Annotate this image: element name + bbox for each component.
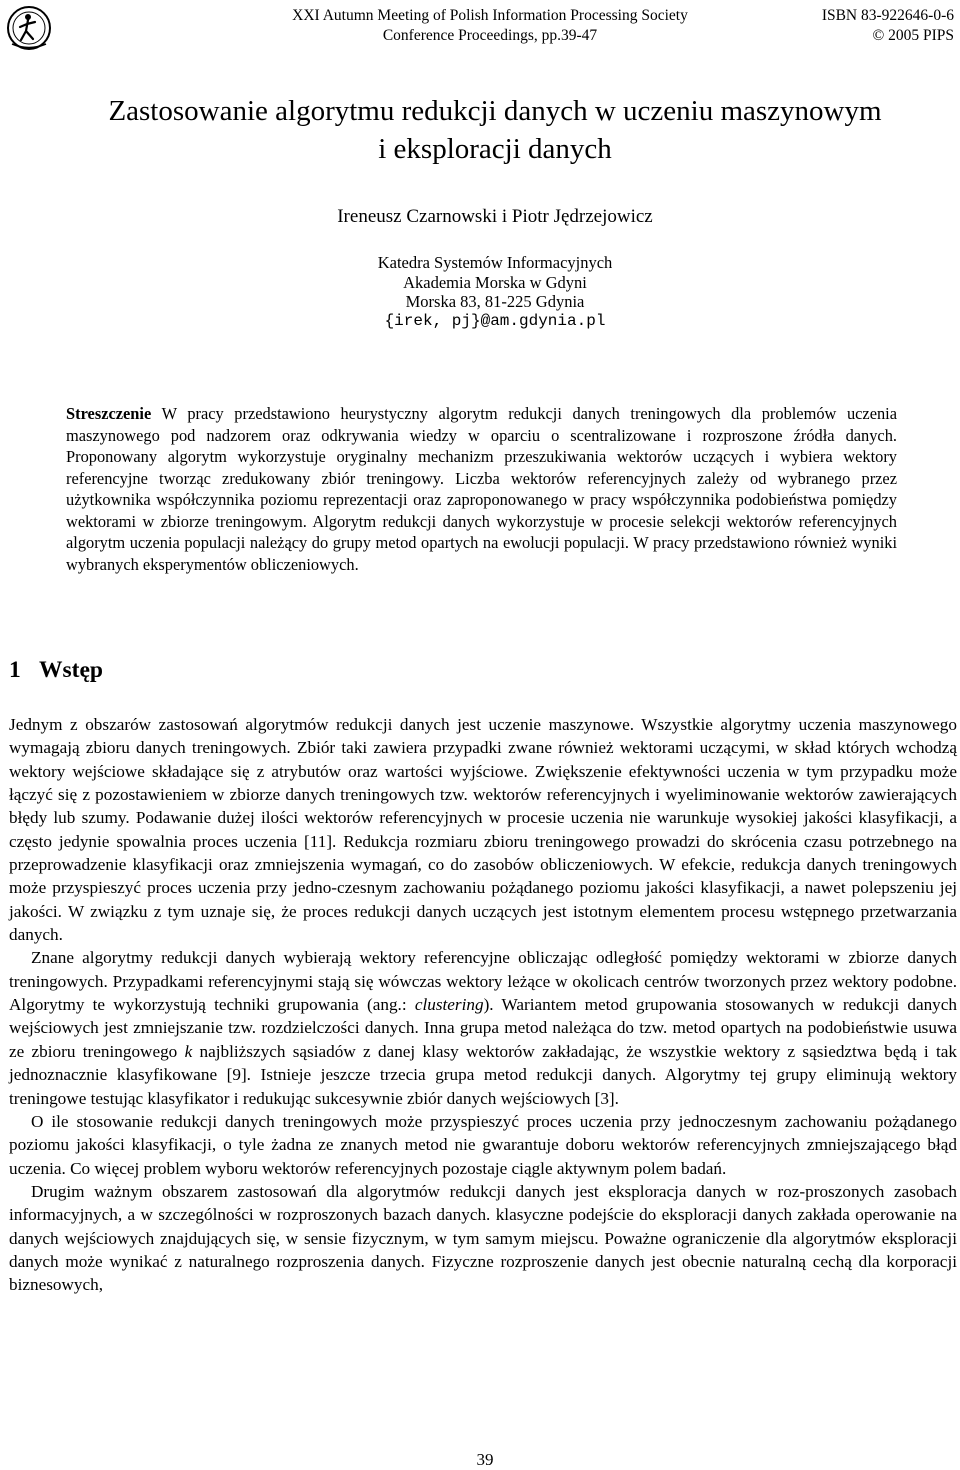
paragraph-3: O ile stosowanie redukcji danych treningowych może przyspieszyć proces uczenia przy jednoczesnym zachowaniu pożądanego poziomu jakości klasyfikacji, o tyle żadna ze znanych metod nie gwarantuje doboru wektorów referencyjnych zmniejszającego błąd uczenia. Co więcej problem wyboru wektorów referencyjnych pozostaje ciągle aktywnym polem badań. — [9, 1111, 957, 1178]
term-k: k — [184, 1041, 193, 1061]
page-number: 39 — [476, 1450, 494, 1469]
running-header — [270, 6, 710, 46]
isbn: ISBN 83-922646-0-6 — [821, 7, 954, 24]
paragraph-1: Jednym z obszarów zastosowań algorytmów redukcji danych jest uczenie maszynowe. Wszystkie algorytmy uczenia maszynowego wymagają zbioru danych treningowych. Zbiór taki zawiera przypadki zwane również wektorami uczącymi, w skład których wchodzą wektory wejściowe składające się z atrybutów oraz wartości wyjściowe. Zwiększenie efektywności uczenia w tym przypadku może łączyć się z pozostawieniem w zbiorze danych treningowych tzw. wektorów referencyjnych i wyeliminowanie wektorów zawierających błędy lub szumy. Podawanie dużej ilości wektorów referencyjnych w procesie uczenia nie warunkuje wysokiej jakości klasyfikacji, a często jedynie spowalnia proces uczenia [11]. Redukcja rozmiaru zbioru treningowego prowadzi do skrócenia czasu potrzebnego na przeprowadzenie klasyfikacji oraz zmniejszenia wymagań, co do zasobów obliczeniowych. W efekcie, redukcja danych treningowych może przyspieszyć proces uczenia przy jedno-czesnym zachowaniu pożądanego poziomu jakości klasyfikacji, a nawet polepszeniu jej jakości. W związku z tym uznaje się, że proces redukcji danych uczących jest istotnym elementem procesu wstępnego przetwarzania danych. — [9, 715, 957, 945]
abstract — [66, 403, 897, 575]
paper-title-line-1: Zastosowanie algorytmu redukcji danych w uczeniu maszynowym — [108, 95, 882, 127]
paragraph-2-part-a: Znane algorytmy redukcji danych wybierają wektory referencyjne obliczając odległość pomiędzy wektorami w zbiorze danych treningowych. Przypadkami referencyjnymi stają się wówczas wektory leżące w okolicach centrów tworzonych przez wektory podobne. Algorytmy te wykorzystują techniki grupowania (ang.: — [9, 948, 957, 1015]
abstract-label: Streszczenie — [66, 404, 152, 423]
section-number: 1 — [9, 657, 21, 683]
conference-title: XXI Autumn Meeting of Polish Information Processing Society — [292, 7, 688, 24]
paragraph-2 — [9, 946, 957, 1109]
affiliation — [0, 253, 960, 331]
affiliation-department: Katedra Systemów Informacyjnych — [377, 253, 613, 272]
term-clustering: clustering — [414, 995, 484, 1015]
abstract-text: W pracy przedstawiono heurystyczny algorytm redukcji danych treningowych dla problemów uczenia maszynowego pod nadzorem oraz odkrywania wiedzy w oparciu o scentralizowane i rozproszone źródła danych. Proponowany algorytm wykorzystuje oryginalny mechanizm przeszukiwania wektorów uczących i wybiera wektory referencyjne tworząc zredukowany zbiór treningowy. Liczba wektorów referencyjnych zależy od wybranego przez użytkownika współczynnika poziomu reprezentacji oraz zaproponowanego w pracy współczynnika podobieństwa pomiędzy wektorami w zbiorze treningowym. Algorytm redukcji danych wykorzystuje w procesie selekcji wektorów referencyjnych algorytm uczenia populacji należący do grupy metod opartych na ewolucji populacji. W pracy przedstawiono również wyniki wybranych eksperymentów obliczeniowych. — [66, 404, 897, 574]
author-email: {irek, pj}@am.gdynia.pl — [384, 311, 606, 330]
pips-logo-icon — [4, 4, 54, 52]
paper-title-line-2: i eksploracji danych — [378, 133, 612, 165]
paper-title — [20, 92, 960, 168]
section-heading — [9, 655, 103, 685]
paragraph-4: Drugim ważnym obszarem zastosowań dla algorytmów redukcji danych jest eksploracja danych w roz-proszonych zasobach informacyjnych, a w szczególności w rozproszonych bazach danych. klasyczne podejście do eksploracji danych zakłada operowanie na danych wejściowych znajdujących się, w sensie fizycznym, w tym samym miejscu. Poważne ograniczenie dla algorytmów eksploracji danych może wynikać z naturalnego rozproszenia danych. Fizyczne rozproszenie danych jest obecnie naturalną cechą dla korporacji biznesowych, — [9, 1181, 957, 1295]
paragraph-2-part-b: ). Wariantem metod grupowania stosowanych w redukcji danych wejściowych jest zmniejszanie tzw. rozdzielczości danych. Inna grupa metod należąca do tzw. metod opartych na podobieństwie usuwa ze zbioru treningowego — [9, 995, 957, 1061]
copyright: © 2005 PIPS — [872, 27, 954, 44]
affiliation-institution: Akademia Morska w Gdyni — [403, 272, 587, 292]
publication-info — [754, 6, 954, 46]
conference-proceedings: Conference Proceedings, pp.39-47 — [382, 27, 598, 44]
section-title: Wstęp — [39, 657, 103, 683]
paragraph-2-part-c: najbliższych sąsiadów z danej klasy wektorów zakładając, że wszystkie wektory z sąsiedztwa będą i tak jednoznacznie klasyfikowane [9]. Istnieje jeszcze trzecia grupa metod redukcji danych. Algorytmy tej grupy eliminują wektory treningowe testując klasyfikator i redukując sukcesywnie zbiór danych wejściowych [3]. — [9, 1041, 957, 1108]
body-text — [9, 713, 957, 1297]
affiliation-address: Morska 83, 81-225 Gdynia — [405, 292, 585, 311]
authors: Ireneusz Czarnowski i Piotr Jędrzejowicz — [337, 206, 653, 227]
